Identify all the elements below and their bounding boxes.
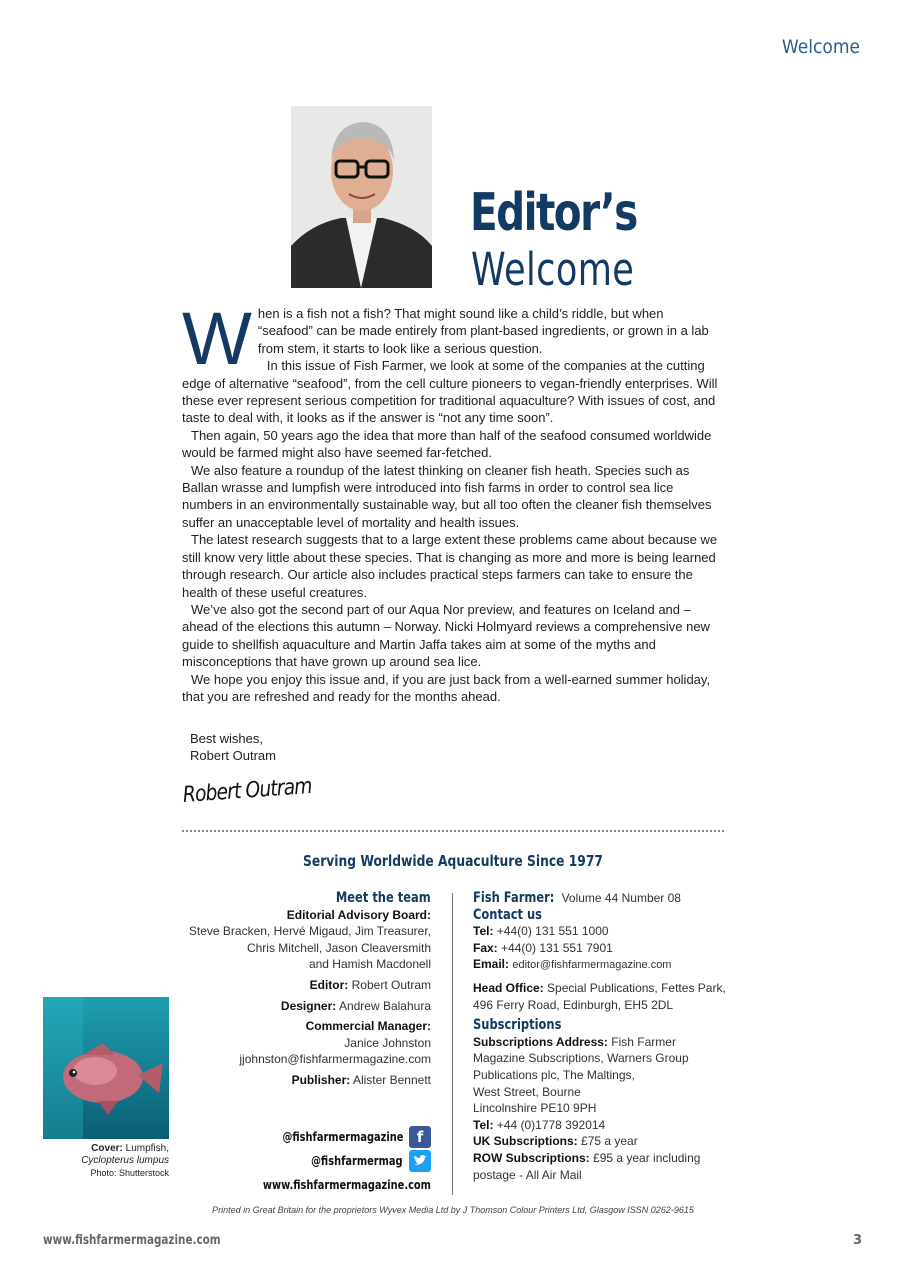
subs-address: Magazine Subscriptions, Warners Group <box>473 1051 689 1066</box>
fax: +44(0) 131 551 7901 <box>501 940 613 955</box>
email-label: Email: <box>473 957 510 972</box>
facebook-link[interactable]: @fishfarmermagazine f <box>250 1125 431 1149</box>
twitter-icon <box>409 1150 431 1172</box>
page-number: 3 <box>852 1233 862 1248</box>
subs-tel-label: Tel: <box>473 1117 494 1132</box>
designer-label: Designer: <box>280 998 337 1013</box>
board-members: Steve Bracken, Hervé Migaud, Jim Treasurer, <box>188 924 431 939</box>
subscriptions-heading: Subscriptions <box>473 1017 562 1034</box>
office-address: 496 Ferry Road, Edinburgh, EH5 2DL <box>473 997 674 1012</box>
cover-latin: Cyclopterus lumpus <box>81 1155 169 1166</box>
paragraph: hen is a fish not a fish? That might sound like a child’s riddle, but when “seafood” can be made entirely from plant-based ingredients, or grown in a lab from stem, it starts to look like a serious question. <box>257 306 709 356</box>
office-address: Special Publications, Fettes Park, <box>547 980 726 995</box>
board-members: and Hamish Macdonell <box>308 957 431 972</box>
signature: Robert Outram <box>182 774 313 808</box>
cover-label: Cover: <box>91 1143 123 1154</box>
row-subs-price: £95 a year including <box>593 1150 701 1165</box>
subs-address: Fish Farmer <box>611 1034 676 1049</box>
cover-caption <box>43 1143 169 1179</box>
volume: Volume 44 Number 08 <box>561 891 681 905</box>
paragraph: We’ve also got the second part of our Aqua Nor preview, and features on Iceland and – ahead of the elections this autumn – Norway. Nicki Holmyard reviews a comprehensive new guide to shellfish aquaculture and Martin Jaffa takes aim at some of the myths and misconceptions that have grown up around sea lice. <box>182 601 710 670</box>
page-title-line1: Editor’s <box>470 183 637 243</box>
subs-address-label: Subscriptions Address: <box>473 1034 608 1049</box>
author-name: Robert Outram <box>190 748 276 763</box>
subs-address: Lincolnshire PE10 9PH <box>473 1101 597 1116</box>
printer-credit: Printed in Great Britain for the proprietors Wyvex Media Ltd by J Thomson Colour Printers Ltd, Glasgow ISSN 0262-9615 <box>212 1205 694 1215</box>
paragraph: The latest research suggests that to a large extent these problems came about because we still know very little about these species. That is changing as more and more is being learned through research. Our article also includes practical steps farmers can take to ensure the health of these useful creatures. <box>182 532 718 600</box>
board-label: Editorial Advisory Board: <box>286 907 431 922</box>
team-heading: Meet the team <box>336 890 431 906</box>
article-body <box>182 297 722 705</box>
sign-off <box>190 730 276 764</box>
designer-name: Andrew Balahura <box>338 998 431 1013</box>
commercial-name: Janice Johnston <box>344 1035 431 1050</box>
paragraph: In this issue of Fish Farmer, we look at some of the companies at the cutting edge of alternative “seafood”, from the cell culture pioneers to vegan-friendly enterprises. Will these ever represent serious competition for traditional aquaculture? With issues of cost, and taste to deal with, it looks as if the answer is “not any time soon”. <box>182 358 718 426</box>
publisher-label: Publisher: <box>291 1072 351 1087</box>
tel-label: Tel: <box>473 924 494 939</box>
tagline: Serving Worldwide Aquaculture Since 1977 <box>303 852 603 870</box>
office-label: Head Office: <box>473 980 544 995</box>
subs-address: Publications plc, The Maltings, <box>473 1067 635 1082</box>
drop-cap: W <box>182 297 252 380</box>
contact-heading: Contact us <box>473 906 543 923</box>
row-subs-label: ROW Subscriptions: <box>473 1150 590 1165</box>
publisher-name: Alister Bennett <box>352 1072 431 1087</box>
divider <box>182 830 724 832</box>
website-link[interactable]: www.fishfarmermagazine.com <box>262 1178 431 1192</box>
column-divider <box>452 893 453 1195</box>
cover-credit: Photo: Shutterstock <box>90 1168 169 1178</box>
editor-name: Robert Outram <box>351 977 431 992</box>
subs-address: West Street, Bourne <box>473 1084 581 1099</box>
tel: +44(0) 131 551 1000 <box>496 924 609 939</box>
cover-image <box>43 997 169 1139</box>
editor-label: Editor: <box>309 977 349 992</box>
row-subs-note: postage - All Air Mail <box>473 1167 582 1182</box>
social-links <box>250 1125 431 1197</box>
paragraph: Then again, 50 years ago the idea that more than half of the seafood consumed worldwide would be farmed might also have seemed far-fetched. <box>182 427 712 461</box>
team-column <box>180 890 431 1089</box>
uk-subs-price: £75 a year <box>581 1134 638 1149</box>
magazine-name: Fish Farmer: <box>473 890 555 906</box>
commercial-label: Commercial Manager: <box>305 1019 431 1034</box>
section-tag: Welcome <box>781 36 860 58</box>
commercial-email[interactable]: jjohnston@fishfarmermagazine.com <box>239 1052 431 1067</box>
fax-label: Fax: <box>473 940 498 955</box>
board-members: Chris Mitchell, Jason Cleaversmith <box>246 940 431 955</box>
twitter-link[interactable]: @fishfarmermag <box>250 1149 431 1173</box>
uk-subs-label: UK Subscriptions: <box>473 1134 578 1149</box>
paragraph: We hope you enjoy this issue and, if you are just back from a well-earned summer holiday, that you are refreshed and ready for the months ahead. <box>182 671 711 704</box>
editor-photo <box>291 106 432 288</box>
paragraph: We also feature a roundup of the latest thinking on cleaner fish heath. Species such as Ballan wrasse and lumpfish were introduced into fish farms in order to control sea lice numbers in an environmentally sustainable way, but all too often the cleaner fish themselves suffer an unacceptable level of mortality and health issues. <box>182 462 712 530</box>
facebook-icon: f <box>409 1126 431 1148</box>
closing: Best wishes, <box>190 731 263 746</box>
cover-name: Lumpfish, <box>125 1143 169 1154</box>
info-column <box>473 890 733 1183</box>
email[interactable]: editor@fishfarmermagazine.com <box>512 959 672 972</box>
page-title-line2: Welcome <box>471 243 635 296</box>
subs-tel: +44 (0)1778 392014 <box>496 1117 606 1132</box>
footer-url[interactable]: www.fishfarmermagazine.com <box>43 1233 221 1248</box>
